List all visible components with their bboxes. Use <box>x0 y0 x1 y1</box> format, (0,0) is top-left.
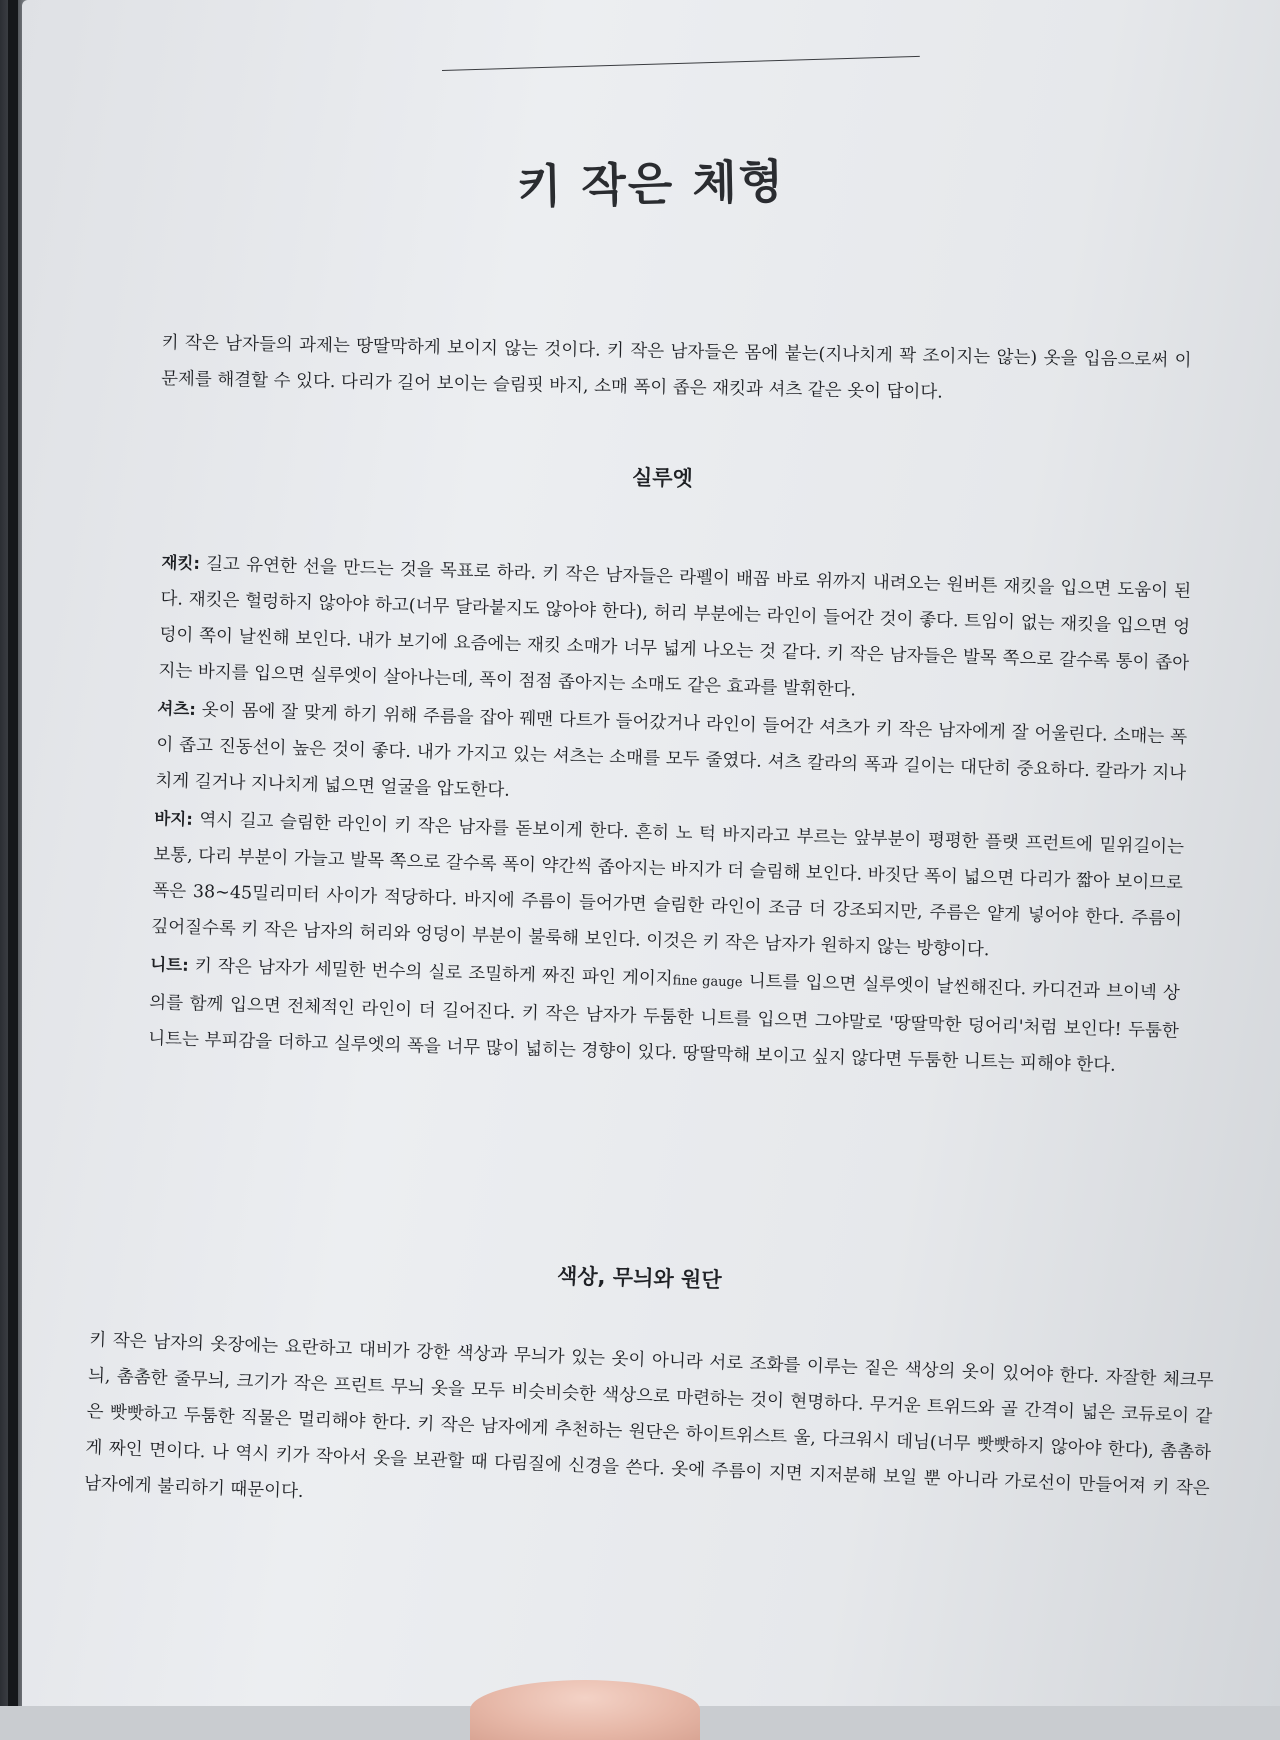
paragraph-jacket-text: 길고 유연한 선을 만드는 것을 목표로 하라. 키 작은 남자들은 라펠이 배꼽 바로 위까지 내려오는 원버튼 재킷을 입으면 도움이 된다. 재킷은 헐렁하지 않아야 하고(너무 달라붙지도 않아야 한다), 허리 부분에는 라인이 들어간 것이 좋다. 트임이 없는 재킷을 입으면 엉덩이 쪽이 날씬해 보인다. 내가 보기에 요즘에는 재킷 소매가 너무 넓게 나오는 것 같다. 키 작은 남자들은 발목 쪽으로 갈수록 통이 좁아지는 바지를 입으면 실루엣이 살아나는데, 폭이 점점 좁아지는 소매도 같은 효과를 발휘한다. <box>158 554 1192 701</box>
term-knit: 니트: <box>150 954 190 975</box>
paragraph-knit-text-after: 니트를 입으면 실루엣이 날씬해진다. 카디건과 브이넥 상의를 함께 입으면 전체적인 라인이 더 길어진다. 키 작은 남자가 두툼한 니트를 입으면 그야말로 '땅딸막한 덩어리'처럼 보인다! 두툼한 니트는 부피감을 더하고 실루엣의 폭을 너무 많이 넓히는 경향이 있다. 땅딸막해 보이고 싶지 않다면 두툼한 니트는 피해야 한다. <box>147 971 1181 1076</box>
page-title: 키 작은 체형 <box>516 154 786 214</box>
term-shirt: 셔츠: <box>157 698 197 720</box>
title-rule <box>442 56 920 71</box>
paragraph-knit-text-before: 키 작은 남자가 세밀한 번수의 실로 조밀하게 짜진 파인 게이지 <box>188 955 673 990</box>
paragraph-trousers <box>151 801 1185 974</box>
thumb-holding-page <box>470 1680 700 1740</box>
paragraph-shirt-text: 옷이 몸에 잘 맞게 하기 위해 주름을 잡아 꿰맨 다트가 들어갔거나 라인이 들어간 셔츠가 키 작은 남자에게 잘 어울린다. 소매는 폭이 좁고 진동선이 높은 것이 좋다. 내가 가지고 있는 셔츠는 소매를 모두 줄였다. 셔츠 칼라의 폭과 길이는 대단히 중요하다. 칼라가 지나치게 길거나 지나치게 넓으면 얼굴을 압도한다. <box>155 700 1188 801</box>
paragraph-jacket <box>158 545 1192 718</box>
book-page <box>22 0 1280 1706</box>
term-trousers: 바지: <box>154 808 194 829</box>
color-paragraph: 키 작은 남자의 옷장에는 요란하고 대비가 강한 색상과 무늬가 있는 옷이 아니라 서로 조화를 이루는 짙은 색상의 옷이 있어야 한다. 자잘한 체크무늬, 촘촘한 줄무늬, 크기가 작은 프린트 무늬 옷을 모두 비슷비슷한 색상으로 마련하는 것이 현명하다. 무거운 트위드와 골 간격이 넓은 코듀로이 같은 빳빳하고 두툼한 직물은 멀리해야 한다. 키 작은 남자에게 추천하는 원단은 하이트위스트 울, 다크워시 데님(너무 빳빳하지 않아야 한다), 촘촘하게 짜인 면이다. 나 역시 키가 작아서 옷을 보관할 때 다림질에 신경을 쓴다. 옷에 주름이 지면 지저분해 보일 뿐 아니라 가로선이 만들어져 키 작은 남자에게 불리하기 때문이다. <box>83 1329 1214 1502</box>
gloss-fine-gauge: fine gauge <box>672 973 743 991</box>
intro-paragraph: 키 작은 남자들의 과제는 땅딸막하게 보이지 않는 것이다. 키 작은 남자들은 몸에 붙는(지나치게 꽉 조이지는 않는) 옷을 입음으로써 이 문제를 해결할 수 있다. 다리가 길어 보이는 슬림핏 바지, 소매 폭이 좁은 재킷과 셔츠 같은 옷이 답이다. <box>160 332 1192 403</box>
section-heading-silhouette: 실루엣 <box>631 465 694 491</box>
paragraph-trousers-text: 역시 길고 슬림한 라인이 키 작은 남자를 돋보이게 한다. 흔히 노 턱 바지라고 부르는 앞부분이 평평한 플랫 프런트에 밑위길이는 보통, 다리 부분이 가늘고 발목 쪽으로 갈수록 폭이 약간씩 좁아지는 바지가 더 슬림해 보인다. 바짓단 폭이 넓으면 다리가 짧아 보이므로 폭은 38~45밀리미터 사이가 적당하다. 바지에 주름이 들어가면 슬림한 라인이 조금 더 강조되지만, 주름은 얕게 넣어야 한다. 주름이 깊어질수록 키 작은 남자의 허리와 엉덩이 부분이 불룩해 보인다. 이것은 키 작은 남자가 원하지 않는 방향이다. <box>151 809 1185 961</box>
term-jacket: 재킷: <box>161 552 201 574</box>
section-heading-color: 색상, 무늬와 원단 <box>556 1263 722 1293</box>
book-spine <box>8 0 18 1706</box>
silhouette-section <box>148 545 1192 1088</box>
